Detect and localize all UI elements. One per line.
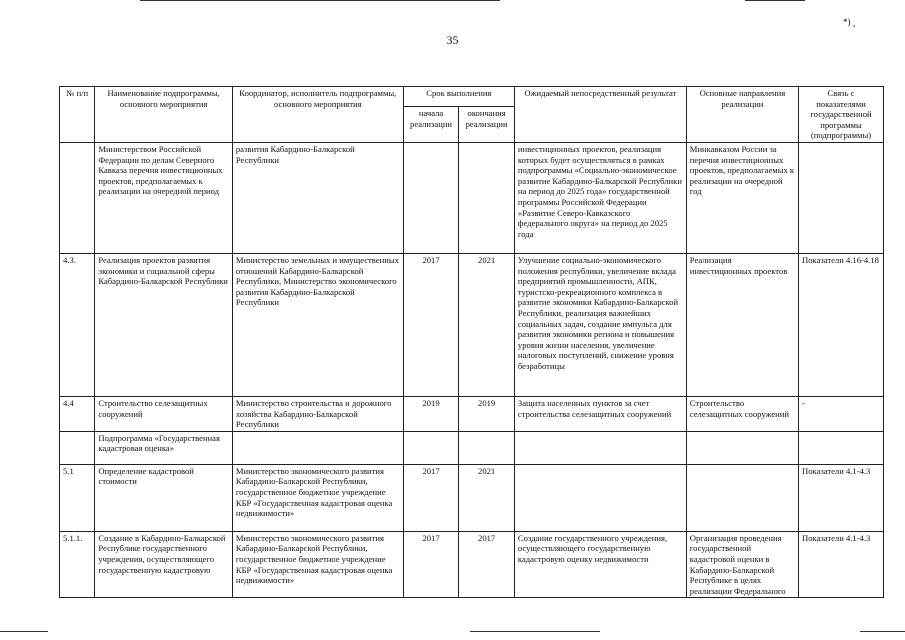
cell-start [403,142,459,253]
header-num: № п/п [60,87,95,143]
cell-start: 2019 [403,396,459,431]
header-row [60,87,884,107]
header-directions: Основные направления реализации [686,87,798,143]
cell-result: Улучшение социально-экономического положения республики, увеличение вклада предприятий промышленности, АПК, туристско-рекреационного комплекса в развитие экономики Кабардино-Балкарской Республики, реализация важнейших социальных задач, создание импульса для развития экономики региона и повышения уровня жизни населения, увеличение налоговых поступлений, снижение уровня безработицы [514,253,686,396]
header-coordinator: Координатор, исполнитель подпрограммы, основного мероприятия [232,87,403,143]
cell-link [799,431,884,464]
cell-link: Показатели 4.16-4.18 [799,253,884,396]
cell-name: Подпрограмма «Государственная кадастровая оценка» [95,431,233,464]
cell-directions [686,464,798,531]
cell-coordinator [232,431,403,464]
cell-link: - [799,396,884,431]
bottom-rule-left [0,631,48,632]
header-start: начала реализации [403,107,459,143]
cell-start: 2017 [403,253,459,396]
cell-coordinator: Министерство экономического развития Кабардино-Балкарской Республики, государственное бюджетное учреждение КБР «Государственная кадастровая оценка недвижимости» [232,531,403,598]
cell-directions: Минкавказом России за перечня инвестиционных проектов, предполагаемых к реализации на очередной год [686,142,798,253]
table-row [60,531,884,598]
page-number: 35 [446,33,459,47]
cell-name: Определение кадастровой стоимости [95,464,233,531]
cell-name: Строительство селезащитных сооружений [95,396,233,431]
header-link: Связь с показателями государственной программы (подпрограммы) [799,87,884,143]
cell-num: 4.3. [60,253,95,396]
cell-end: 2017 [459,531,515,598]
cell-start [403,431,459,464]
top-rule-right [745,0,805,1]
cell-result [514,464,686,531]
cell-num: 5.1 [60,464,95,531]
cell-link [799,142,884,253]
corner-marks: *) ¸ [843,17,856,27]
header-end: окончания реализации [459,107,515,143]
cell-coordinator: развития Кабардино-Балкарской Республики [232,142,403,253]
header-term: Срок выполнения [403,87,514,107]
cell-coordinator: Министерство земельных и имущественных отношений Кабардино-Балкарской Республики, Министерство экономического развития Кабардино-Балкарской Республики [232,253,403,396]
cell-result: Создание государственного учреждения, осуществляющего государственную кадастровую оценку недвижимости [514,531,686,598]
program-table [59,86,884,598]
cell-num [60,431,95,464]
cell-end: 2021 [459,253,515,396]
cell-directions: Реализация инвестиционных проектов [686,253,798,396]
cell-link: Показатели 4.1-4.3 [799,531,884,598]
cell-start: 2017 [403,464,459,531]
cell-name: Министерством Российской Федерации по делам Северного Кавказа перечня инвестиционных проектов, предполагаемых к реализации на очередной период [95,142,233,253]
cell-num: 4.4 [60,396,95,431]
cell-result [514,431,686,464]
cell-directions [686,431,798,464]
table-row-subprogram [60,431,884,464]
cell-coordinator: Министерство строительства и дорожного хозяйства Кабардино-Балкарской Республики [232,396,403,431]
bottom-rule-mid [470,631,600,632]
cell-directions: Организация проведения государственной кадастровой оценки в Кабардино-Балкарской Республике в целях реализации Федерального [686,531,798,598]
cell-end [459,142,515,253]
cell-start: 2017 [403,531,459,598]
bottom-rule-right [860,631,905,632]
cell-result: инвестиционных проектов, реализация которых будет осуществляться в рамках подпрограммы «Социально-экономическое развитие Кабардино-Балкарской Республики на период до 2025 года» государственной программы Российской Федерации «Развитие Северо-Кавказского федерального округа» на период до 2025 года [514,142,686,253]
cell-result: Защита населенных пунктов за счет строительства селезащитных сооружений [514,396,686,431]
header-result: Ожидаемый непосредственный результат [514,87,686,143]
cell-name: Создание в Кабардино-Балкарской Республике государственного учреждения, осуществляющего государственную кадастровую [95,531,233,598]
cell-num: 5.1.1. [60,531,95,598]
table-row [60,396,884,431]
cell-directions: Строительство селезащитных сооружений [686,396,798,431]
cell-end: 2019 [459,396,515,431]
cell-coordinator: Министерство экономического развития Кабардино-Балкарской Республики, государственное бюджетное учреждение КБР «Государственная кадастровая оценка недвижимости» [232,464,403,531]
cell-end [459,431,515,464]
cell-link: Показатели 4.1-4.3 [799,464,884,531]
top-rule-left [140,0,500,1]
header-name: Наименование подпрограммы, основного мероприятия [95,87,233,143]
cell-end: 2021 [459,464,515,531]
cell-name: Реализация проектов развития экономики и социальной сферы Кабардино-Балкарской Республики [95,253,233,396]
table-row [60,142,884,253]
table-row [60,464,884,531]
table-row [60,253,884,396]
cell-num [60,142,95,253]
